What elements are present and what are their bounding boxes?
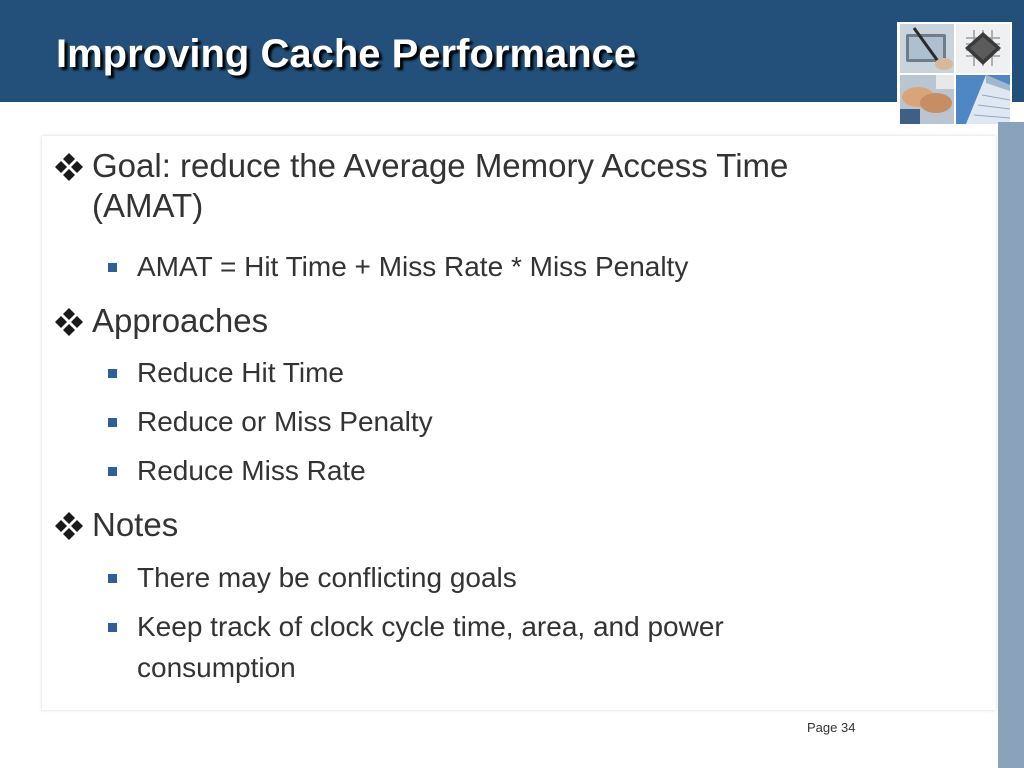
- skyscraper-photo: [956, 75, 1010, 124]
- four-diamond-bullet-icon: [54, 511, 84, 541]
- bullet-text: There may be conflicting goals: [137, 562, 517, 593]
- bullet-text: Approaches: [92, 302, 269, 339]
- bullet-text: Reduce Hit Time: [137, 357, 344, 388]
- header-photo-collage: [897, 22, 1012, 124]
- four-diamond-bullet-icon: [54, 307, 84, 337]
- bullet-text: Goal: reduce the Average Memory Access Time: [92, 147, 789, 184]
- slide-title: Improving Cache Performance: [56, 32, 637, 76]
- square-bullet-icon: [108, 369, 117, 378]
- bullet-text: Reduce Miss Rate: [137, 455, 366, 486]
- four-diamond-bullet-icon: [54, 152, 84, 182]
- bullet-text-continued: (AMAT): [92, 187, 204, 224]
- decorative-side-strip: [998, 122, 1024, 768]
- tablet-pen-photo: [900, 24, 954, 73]
- handshake-photo: [900, 75, 954, 124]
- microchip-photo: [956, 24, 1010, 73]
- bullet-text: Reduce or Miss Penalty: [137, 406, 433, 437]
- bullet-text: Notes: [92, 506, 179, 543]
- square-bullet-icon: [108, 574, 117, 583]
- square-bullet-icon: [108, 263, 117, 272]
- bullet-text-continued: consumption: [137, 652, 296, 683]
- bullet-text: Keep track of clock cycle time, area, and power: [137, 611, 724, 642]
- page-number: Page 34: [807, 720, 856, 735]
- bullet-text: AMAT = Hit Time + Miss Rate * Miss Penalty: [137, 251, 689, 282]
- square-bullet-icon: [108, 467, 117, 476]
- square-bullet-icon: [108, 418, 117, 427]
- square-bullet-icon: [108, 623, 117, 632]
